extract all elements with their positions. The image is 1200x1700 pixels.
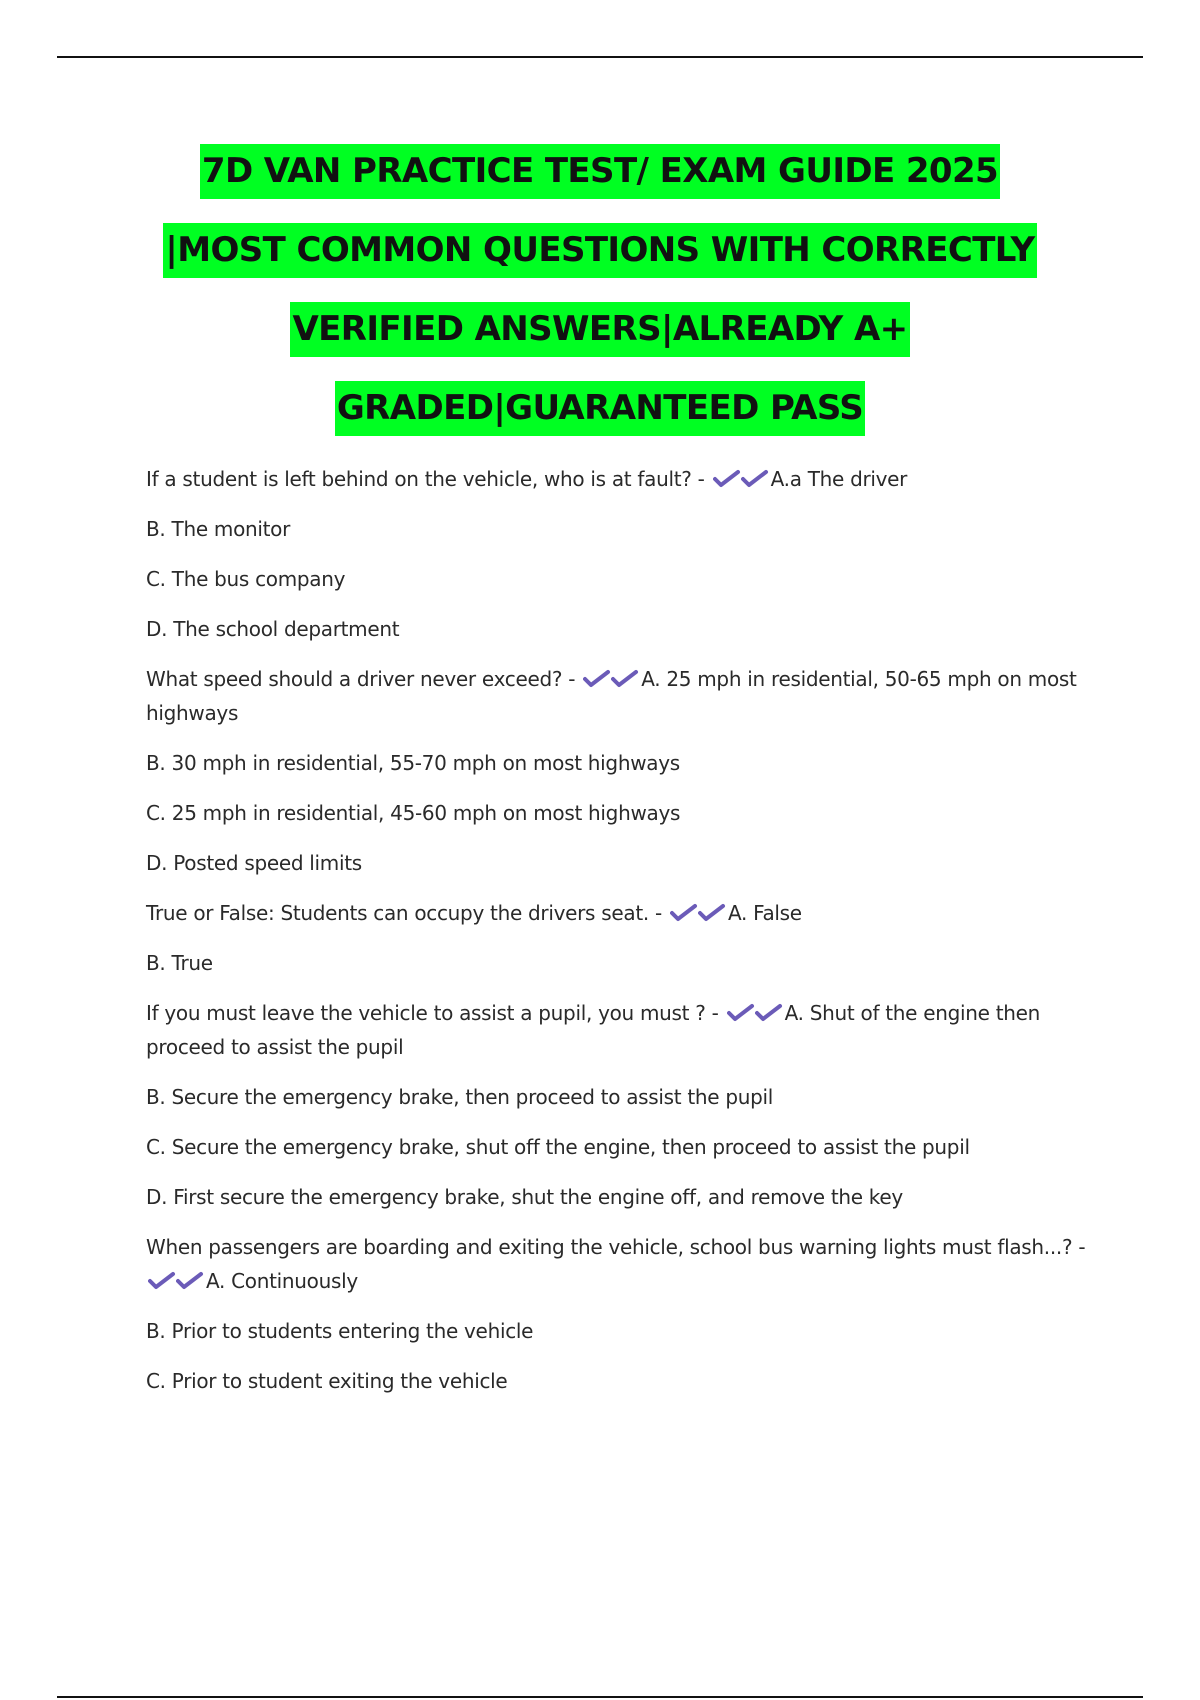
double-check-icon [713,462,769,496]
option-item: C. 25 mph in residential, 45-60 mph on most highways [146,801,681,825]
title-line-1: 7D VAN PRACTICE TEST/ EXAM GUIDE 2025 [200,144,1000,199]
questions-list [146,462,1086,1414]
double-check-icon [727,996,783,1030]
answer-text: A. 25 mph in residential, 50-65 mph on most highways [146,667,1077,725]
question-item [146,662,1086,730]
question-item [146,462,1086,496]
answer-text: A.a The driver [770,467,908,491]
question-text: When passengers are boarding and exiting the vehicle, school bus warning lights must flash...? - [146,1235,1086,1259]
option-item: B. Prior to students entering the vehicle [146,1319,534,1343]
answer-text: A. Shut of the engine then proceed to assist the pupil [146,1001,1040,1059]
question-item [146,996,1086,1064]
option-item: B. 30 mph in residential, 55-70 mph on most highways [146,751,680,775]
double-check-icon [148,1264,204,1298]
option-item: D. The school department [146,617,400,641]
question-text: If you must leave the vehicle to assist a pupil, you must ? - [146,1001,719,1025]
option-item: B. Secure the emergency brake, then proceed to assist the pupil [146,1085,774,1109]
double-check-icon [670,896,726,930]
option-item: D. Posted speed limits [146,851,362,875]
option-item: B. True [146,951,213,975]
answer-text: A. Continuously [206,1269,358,1293]
title-line-3: VERIFIED ANSWERS|ALREADY A+ [290,302,909,357]
title-line-2: |MOST COMMON QUESTIONS WITH CORRECTLY [163,223,1036,278]
answer-text: A. False [727,901,802,925]
question-text: If a student is left behind on the vehicle, who is at fault? - [146,467,705,491]
double-check-icon [583,662,639,696]
option-item: C. Secure the emergency brake, shut off the engine, then proceed to assist the pupil [146,1135,970,1159]
title-line-4: GRADED|GUARANTEED PASS [335,381,865,436]
question-text: True or False: Students can occupy the drivers seat. - [146,901,662,925]
document-title [100,144,1100,460]
top-rule [57,56,1143,58]
question-text: What speed should a driver never exceed? - [146,667,576,691]
option-item: D. First secure the emergency brake, shut the engine off, and remove the key [146,1185,903,1209]
option-item: C. The bus company [146,567,346,591]
bottom-rule [57,1696,1143,1698]
question-item [146,896,1086,930]
question-item [146,1230,1086,1298]
option-item: B. The monitor [146,517,291,541]
option-item: C. Prior to student exiting the vehicle [146,1369,508,1393]
